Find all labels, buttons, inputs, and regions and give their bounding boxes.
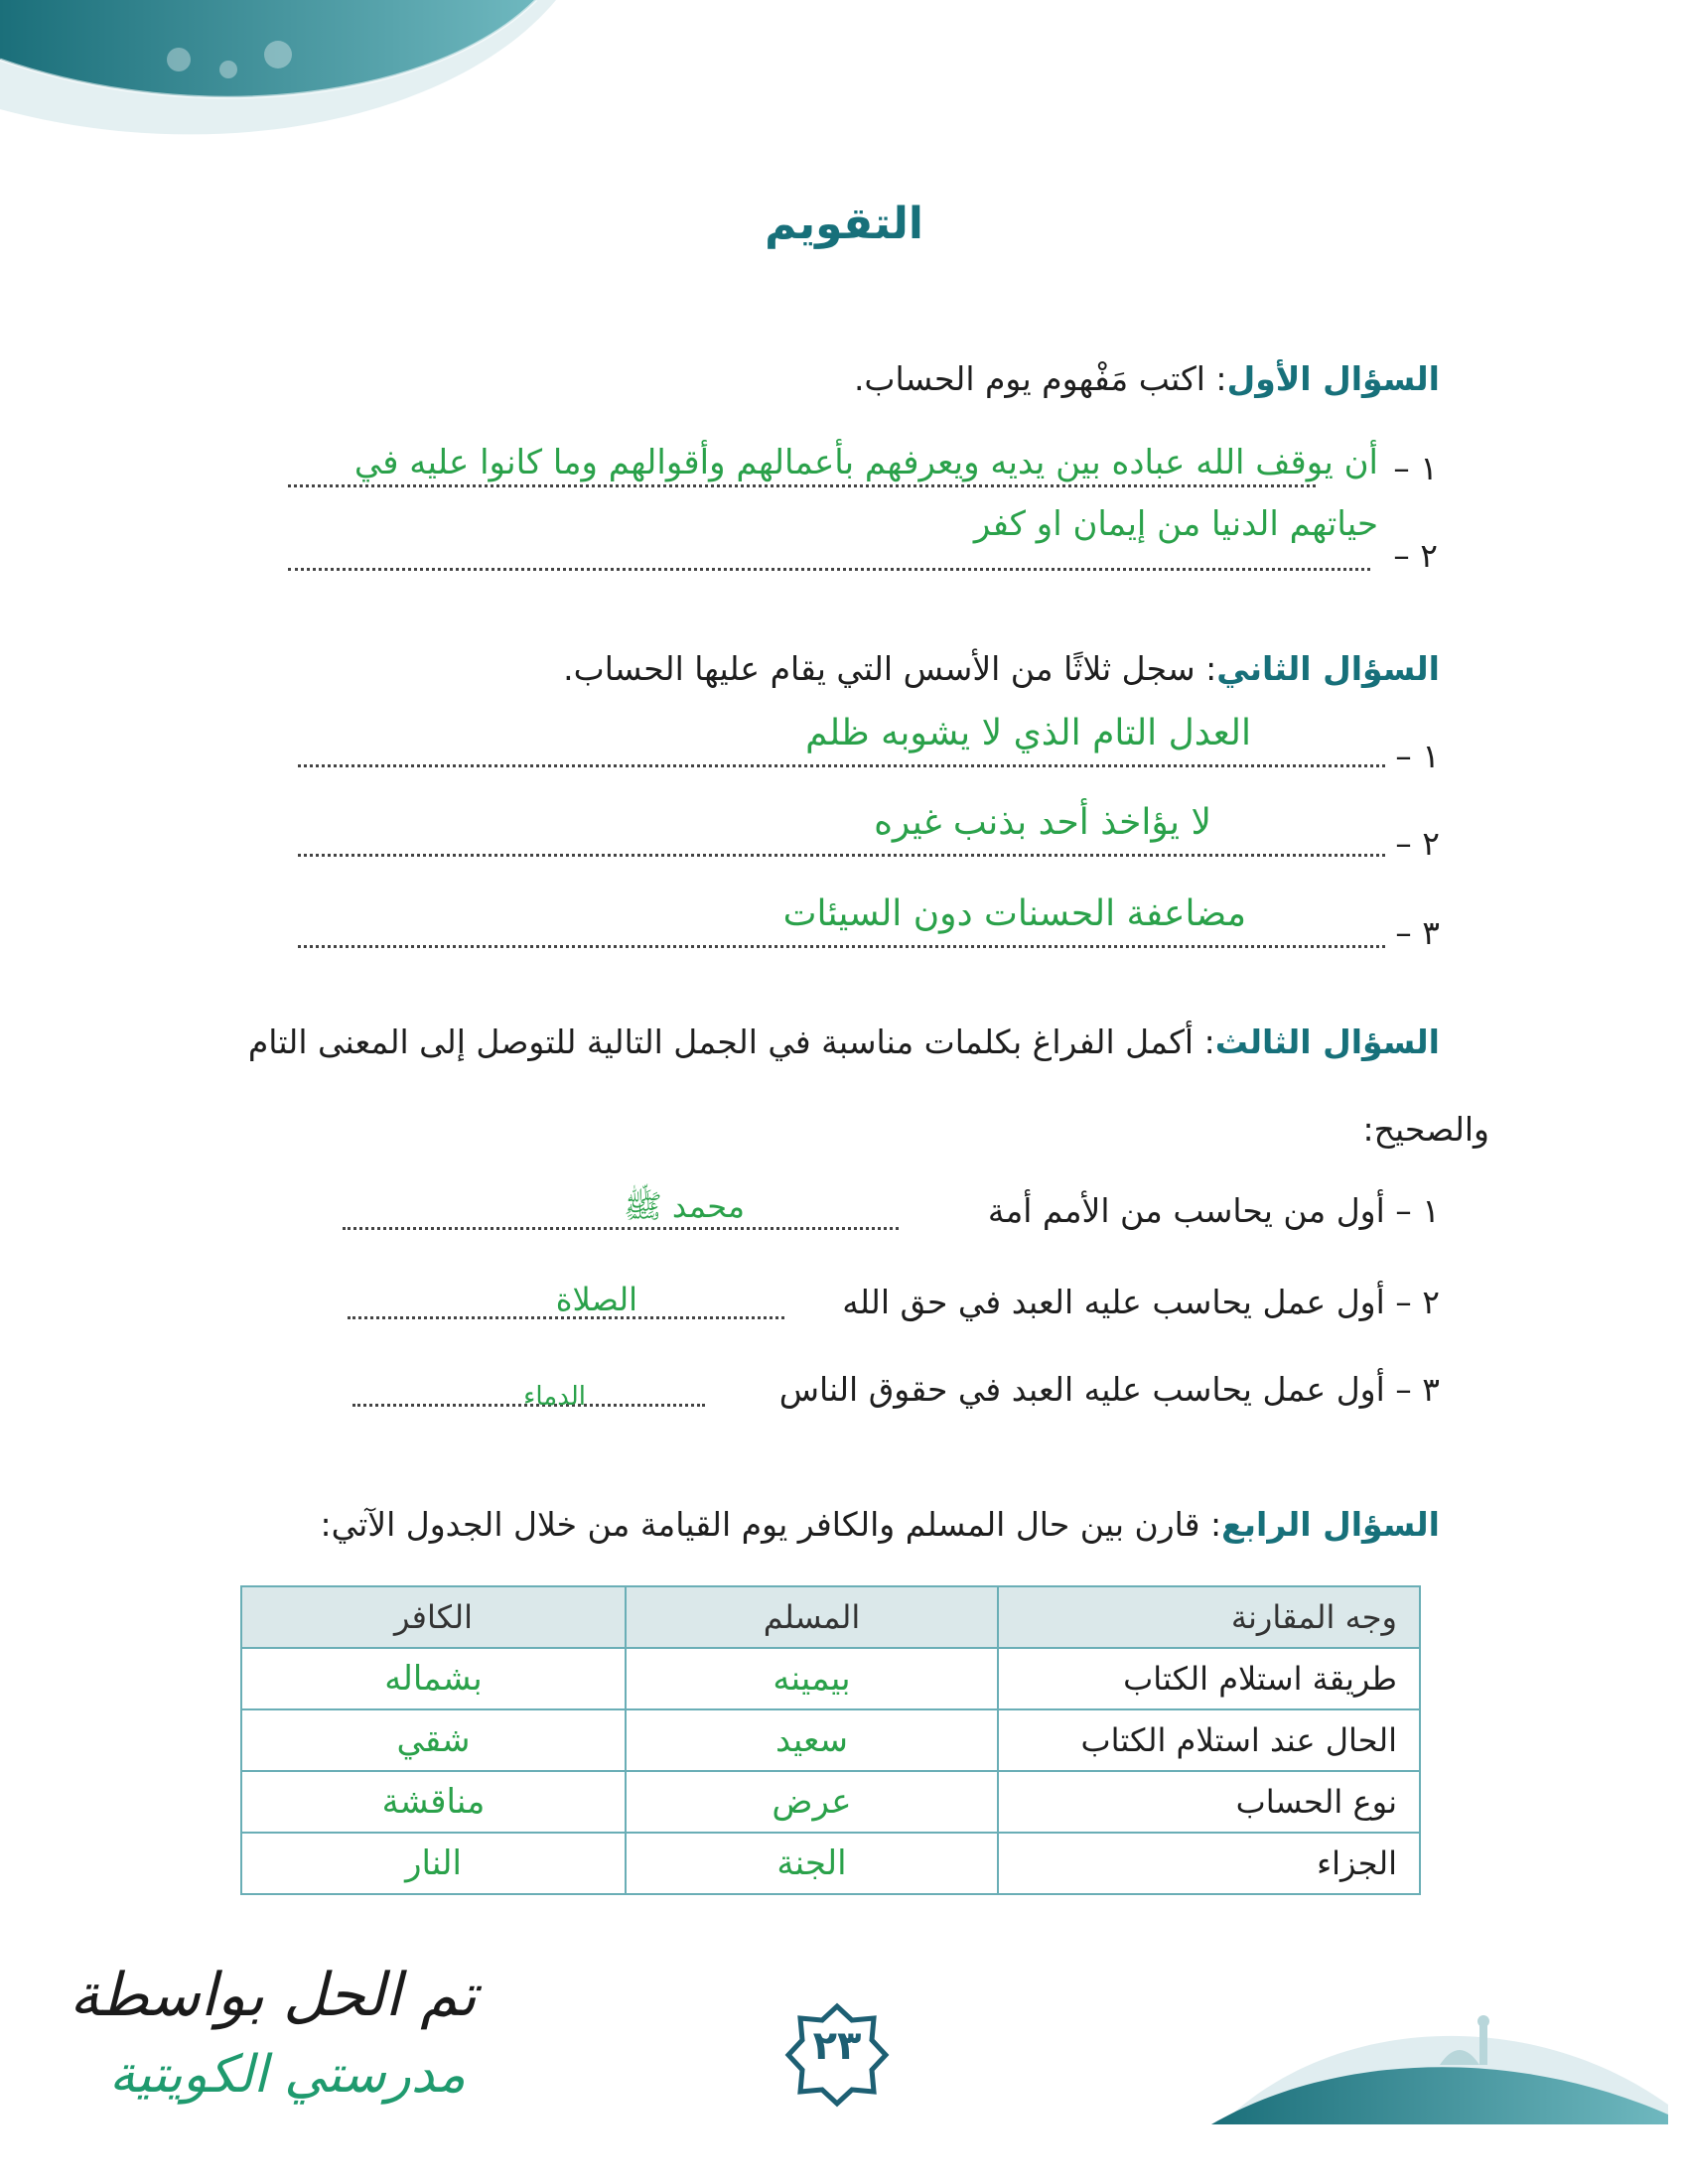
question-1-text: : اكتب مَفْهوم يوم الحساب. (853, 359, 1227, 398)
q1-item-1-number: ١ – (1393, 449, 1438, 487)
row-aspect: الجزاء (998, 1833, 1420, 1894)
q1-answer-line-2 (288, 568, 1370, 571)
q3-item-1-prompt: ١ – أول من يحاسب من الأمم أمة (987, 1191, 1440, 1230)
q3-answer-line-1 (343, 1227, 899, 1230)
row-kafir-answer: النار (241, 1833, 626, 1894)
q2-answer-line-2 (298, 854, 1385, 857)
q2-item-3-number: ٣ – (1395, 913, 1440, 952)
bottom-corner-decoration (1211, 1985, 1688, 2184)
table-header-row (241, 1586, 1420, 1648)
row-muslim-answer: الجنة (626, 1833, 998, 1894)
row-kafir-answer: مناقشة (241, 1771, 626, 1833)
page-number: ٢٣ (812, 2023, 862, 2069)
table-row (241, 1709, 1420, 1771)
row-muslim-answer: عرض (626, 1771, 998, 1833)
question-1 (854, 355, 1440, 403)
signature-line-2: مدرستي الكويتية (109, 2045, 466, 2105)
question-2 (563, 645, 1440, 693)
q1-answer-line-1 (288, 484, 1316, 487)
question-2-text: : سجل ثلاثًا من الأسس التي يقام عليها الحساب. (563, 649, 1217, 688)
q3-item-2-prompt: ٢ – أول عمل يحاسب عليه العبد في حق الله (842, 1283, 1440, 1321)
question-3-text-continued: والصحيح: (1362, 1110, 1489, 1149)
q3-item-3-prompt: ٣ – أول عمل يحاسب عليه العبد في حقوق الناس (778, 1370, 1440, 1409)
table-row (241, 1648, 1420, 1709)
question-4-label: السؤال الرابع (1221, 1505, 1440, 1544)
header-aspect: وجه المقارنة (998, 1586, 1420, 1648)
q2-item-1-number: ١ – (1395, 737, 1440, 775)
comparison-table (240, 1585, 1421, 1895)
q2-answer-1: العدل التام الذي لا يشوبه ظلم (805, 713, 1251, 753)
row-muslim-answer: سعيد (626, 1709, 998, 1771)
signature-line-1: تم الحل بواسطة (70, 1961, 477, 2030)
table-row (241, 1771, 1420, 1833)
q2-answer-3: مضاعفة الحسنات دون السيئات (782, 893, 1246, 934)
row-kafir-answer: شقي (241, 1709, 626, 1771)
table-row (241, 1833, 1420, 1894)
q2-answer-line-3 (298, 945, 1385, 948)
row-aspect: الحال عند استلام الكتاب (998, 1709, 1420, 1771)
header-muslim: المسلم (626, 1586, 998, 1648)
row-aspect: طريقة استلام الكتاب (998, 1648, 1420, 1709)
q1-answer-continued: حياتهم الدنيا من إيمان او كفر (973, 504, 1378, 544)
page-title: التقويم (765, 199, 923, 249)
row-kafir-answer: بشماله (241, 1648, 626, 1709)
q3-answer-3: الدماء (523, 1382, 586, 1412)
header-kafir: الكافر (241, 1586, 626, 1648)
q1-answer: أن يوقف الله عباده بين يديه ويعرفهم بأعمالهم وأقوالهم وما كانوا عليه في (353, 443, 1378, 482)
question-3 (248, 1023, 1440, 1061)
q2-answer-2: لا يؤاخذ أحد بذنب غيره (874, 802, 1211, 843)
question-4-text: : قارن بين حال المسلم والكافر يوم القيامة من خلال الجدول الآتي: (320, 1505, 1222, 1544)
question-1-label: السؤال الأول (1226, 359, 1440, 398)
q3-answer-1: محمد ﷺ (624, 1187, 745, 1225)
question-4 (320, 1501, 1440, 1549)
question-2-label: السؤال الثاني (1216, 649, 1440, 688)
top-corner-decoration (0, 0, 556, 159)
row-aspect: نوع الحساب (998, 1771, 1420, 1833)
question-3-text: : أكمل الفراغ بكلمات مناسبة في الجمل التالية للتوصل إلى المعنى التام (247, 1023, 1215, 1061)
row-muslim-answer: بيمينه (626, 1648, 998, 1709)
question-3-label: السؤال الثالث (1214, 1023, 1440, 1061)
q2-answer-line-1 (298, 764, 1385, 767)
q3-answer-2: الصلاة (555, 1281, 637, 1318)
q2-item-2-number: ٢ – (1395, 824, 1440, 863)
q1-item-2-number: ٢ – (1393, 536, 1438, 575)
